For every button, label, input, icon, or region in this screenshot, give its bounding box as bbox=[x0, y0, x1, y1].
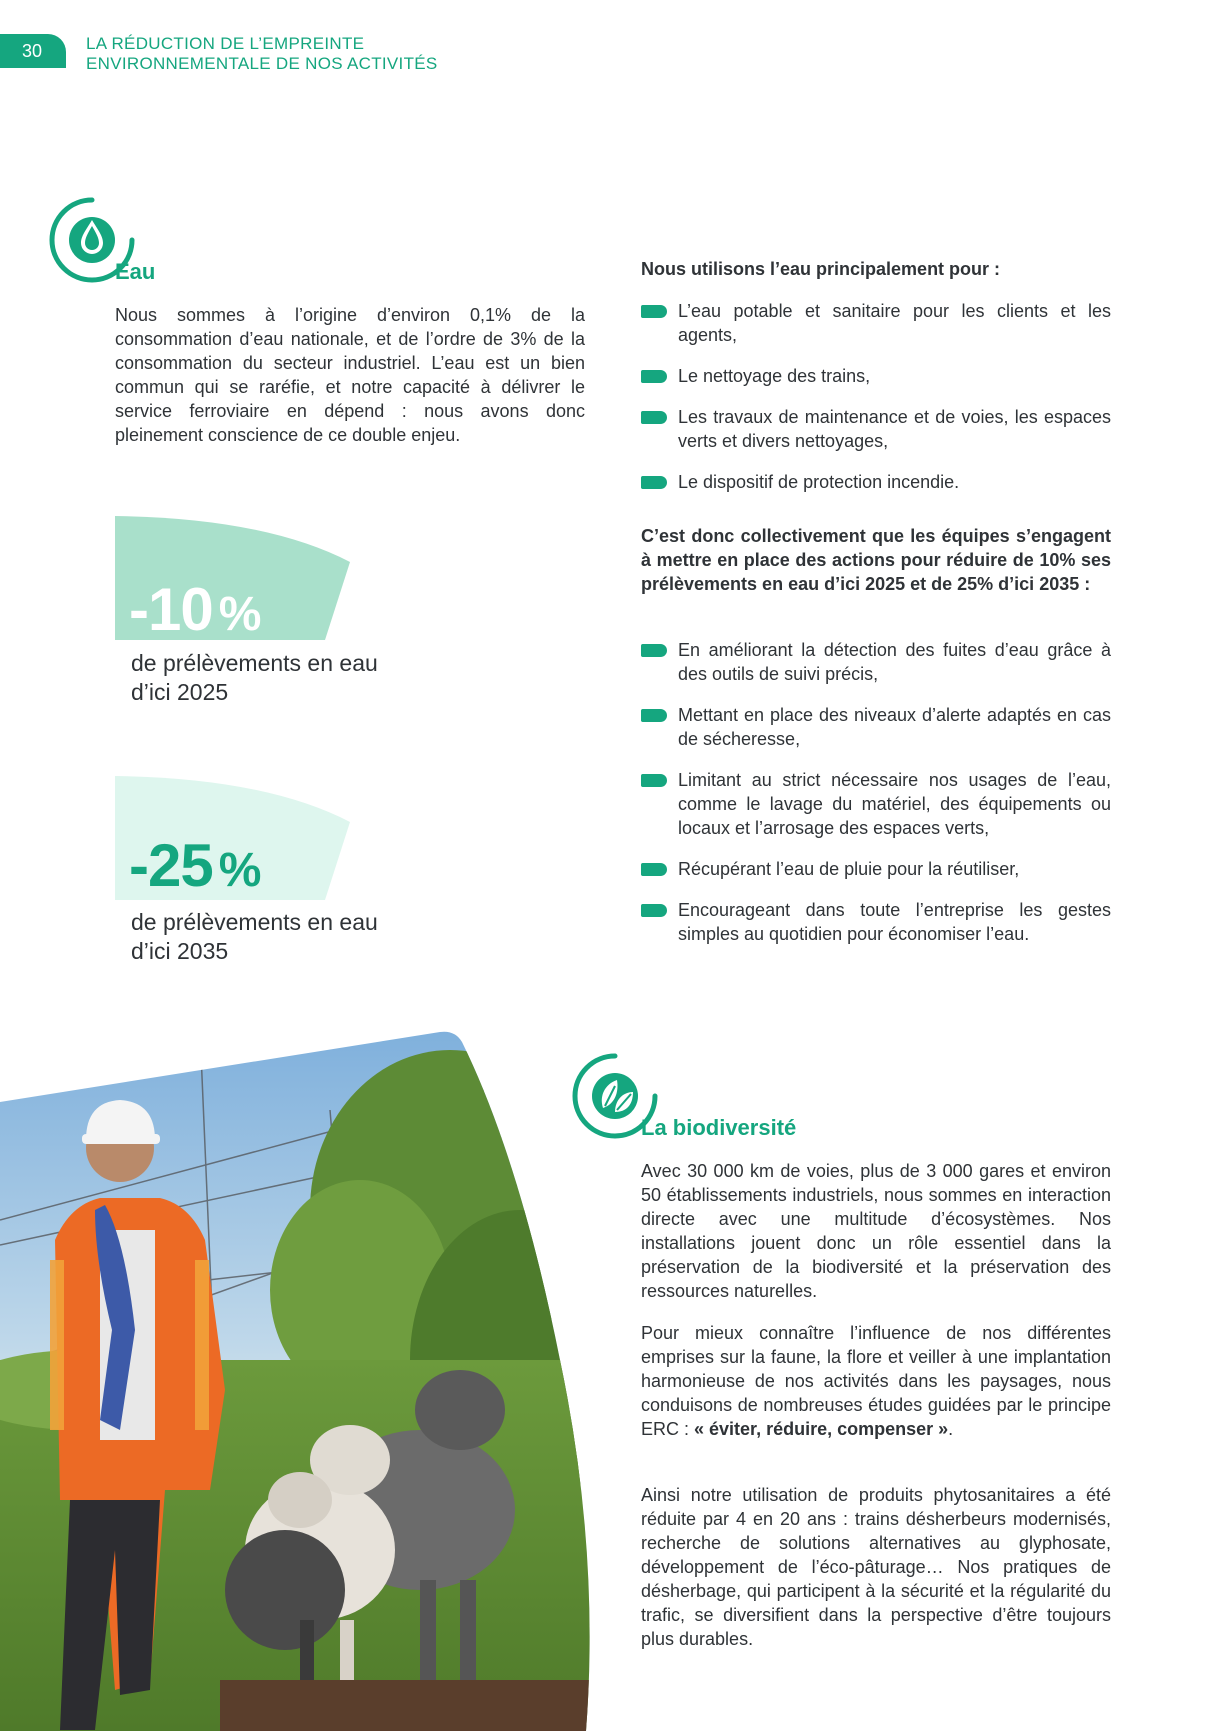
list-item bbox=[641, 364, 1111, 388]
list-item bbox=[641, 898, 1111, 946]
list-item bbox=[641, 703, 1111, 751]
bullet-tab-icon bbox=[641, 305, 667, 318]
biodiversite-title: La biodiversité bbox=[641, 1115, 797, 1140]
list-item bbox=[641, 299, 1111, 347]
water-actions-list bbox=[641, 638, 1111, 946]
list-item-text: Limitant au strict nécessaire nos usages de l’eau, comme le lavage du matériel, des équipements ou locaux et l’arrosage des espaces verts, bbox=[678, 770, 1111, 838]
list-item bbox=[641, 638, 1111, 686]
water-uses-list bbox=[641, 299, 1111, 494]
stat-10-value bbox=[129, 576, 261, 645]
bullet-tab-icon bbox=[641, 774, 667, 787]
bullet-tab-icon bbox=[641, 709, 667, 722]
list-item bbox=[641, 857, 1111, 881]
stat-10-caption-line1: de prélèvements en eau bbox=[131, 650, 378, 676]
list-item bbox=[641, 768, 1111, 840]
bullet-tab-icon bbox=[641, 904, 667, 917]
bullet-tab-icon bbox=[641, 644, 667, 657]
worker-with-sheep-photo bbox=[0, 1030, 610, 1731]
list-item-text: Encourageant dans toute l’entreprise les gestes simples au quotidien pour économiser l’eau. bbox=[678, 900, 1111, 944]
eau-intro: Nous sommes à l’origine d’environ 0,1% de la consommation d’eau nationale, et de l’ordre de 3% de la consommation du secteur industriel. L’eau est un bien commun qui se raréfie, et notre capacité à délivrer le service ferroviaire en dépend : nous avons donc pleinement conscience de ce double enjeu. bbox=[115, 305, 585, 445]
paragraph-2-text: Pour mieux connaître l’influence de nos différentes emprises sur la faune, la flore et veiller à une implantation harmonieuse de nos activités dans les paysages, nous conduisons de nombreuses études guidées par le principe ERC : bbox=[641, 1323, 1111, 1439]
list-item-text: Récupérant l’eau de pluie pour la réutiliser, bbox=[678, 859, 1020, 879]
bullet-tab-icon bbox=[641, 863, 667, 876]
paragraph-2-end: . bbox=[948, 1419, 954, 1439]
water-uses-heading: Nous utilisons l’eau principalement pour : bbox=[641, 259, 1001, 279]
section-header-line2: ENVIRONNEMENTALE DE NOS ACTIVITÉS bbox=[86, 54, 438, 73]
section-header-line1: LA RÉDUCTION DE L’EMPREINTE bbox=[86, 34, 365, 53]
list-item-text: L’eau potable et sanitaire pour les clients et les agents, bbox=[678, 301, 1111, 345]
stat-10-caption-line2: d’ici 2025 bbox=[131, 679, 229, 705]
stat-25-unit: % bbox=[218, 844, 261, 897]
bullet-tab-icon bbox=[641, 476, 667, 489]
stat-25-number: -25 bbox=[129, 832, 213, 899]
list-item-text: Mettant en place des niveaux d’alerte adaptés en cas de sécheresse, bbox=[678, 705, 1111, 749]
eau-title: Eau bbox=[115, 259, 156, 284]
stat-10-caption bbox=[131, 649, 378, 707]
section-header bbox=[86, 34, 438, 74]
page-number: 30 bbox=[0, 34, 66, 68]
stat-25-value bbox=[129, 832, 261, 901]
biodiversite-paragraph-2 bbox=[641, 1321, 1111, 1441]
stat-10-number: -10 bbox=[129, 576, 213, 643]
bullet-tab-icon bbox=[641, 411, 667, 424]
list-item-text: En améliorant la détection des fuites d’eau grâce à des outils de suivi précis, bbox=[678, 640, 1111, 684]
list-item bbox=[641, 405, 1111, 453]
water-commitment: C’est donc collectivement que les équipes s’engagent à mettre en place des actions pour réduire de 10% ses prélèvements en eau d’ici 2025 et de 25% d’ici 2035 : bbox=[641, 526, 1111, 594]
stat-10-unit: % bbox=[218, 588, 261, 641]
stat-25-caption bbox=[131, 908, 378, 966]
list-item-text: Le nettoyage des trains, bbox=[678, 366, 871, 386]
list-item bbox=[641, 470, 1111, 494]
biodiversite-paragraph-1: Avec 30 000 km de voies, plus de 3 000 gares et environ 50 établissements industriels, nous sommes en interaction directe avec une multitude d’écosystèmes. Nos installations jouent donc un rôle essentiel dans la préservation de la biodiversité et la préservation des ressources naturelles. bbox=[641, 1161, 1111, 1301]
biodiversite-paragraph-3: Ainsi notre utilisation de produits phytosanitaires a été réduite par 4 en 20 ans : trains désherbeurs modernisés, recherche de solutions alternatives au glyphosate, développement de l’éco-pâturage… Nos pratiques de désherbage, qui participent à la sécurité et la régularité du trafic, se diversifient dans la perspective d’être toujours plus durables. bbox=[641, 1485, 1111, 1649]
stat-25-caption-line2: d’ici 2035 bbox=[131, 938, 229, 964]
bullet-tab-icon bbox=[641, 370, 667, 383]
list-item-text: Les travaux de maintenance et de voies, les espaces verts et divers nettoyages, bbox=[678, 407, 1111, 451]
list-item-text: Le dispositif de protection incendie. bbox=[678, 472, 960, 492]
erc-principle: « éviter, réduire, compenser » bbox=[694, 1419, 949, 1439]
stat-25-caption-line1: de prélèvements en eau bbox=[131, 909, 378, 935]
